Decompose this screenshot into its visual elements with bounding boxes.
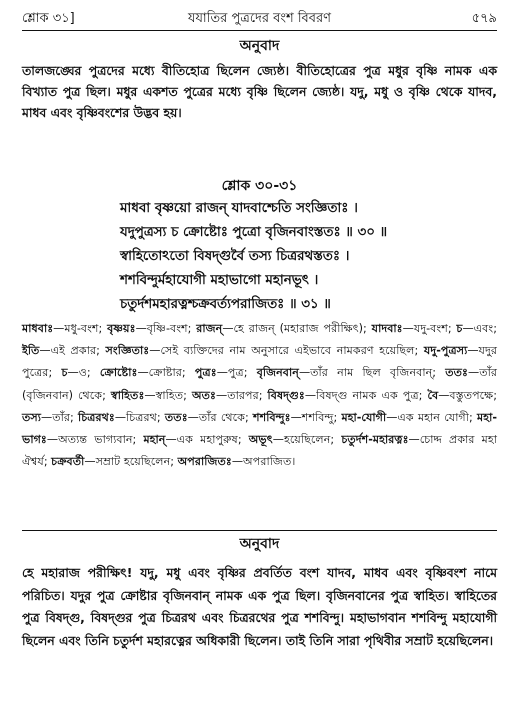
synonym-word: অতঃ — [191, 388, 216, 402]
synonym-meaning: সম্রাট হয়েছিলেন; — [95, 455, 175, 469]
synonym-meaning: এবং; — [473, 322, 497, 335]
synonym-meaning: এক মহাপুরুষ; — [176, 433, 242, 447]
translation-heading: অনুবাদ — [239, 38, 280, 54]
synonym-word: ততঃ — [164, 410, 188, 424]
synonym-word: তস্য — [22, 410, 42, 424]
synonym-word: শশবিন্দুঃ — [253, 410, 291, 424]
synonym-entry: রাজন্—হে রাজন্ (মহারাজ পরীক্ষিৎ); — [196, 322, 367, 335]
synonym-word: চতুর্দশ-মহারত্নঃ — [341, 433, 409, 447]
synonym-meaning: যদু-বংশ; — [413, 322, 452, 335]
synonym-entry: অতঃ—তারপর; — [191, 388, 263, 402]
synonym-entry: ক্রোষ্টোঃ—ক্রোষ্টার; — [99, 366, 186, 380]
synonym-meaning: চোদ্দ প্রকার মহা ঐশ্বর্য; — [22, 433, 498, 469]
verse-heading: শ্লোক ৩০-৩১ — [221, 178, 298, 194]
verse-line: চতুর্দশমহারত্নশ্চক্রবর্ত্যপরাজিতঃ ॥ ৩১ ॥ — [120, 297, 331, 312]
synonym-entry: যদু-পুত্রস্য—যদুর পুত্রের; — [22, 344, 498, 380]
synonym-meaning: তারপর; — [227, 388, 263, 402]
synonym-entry: মহান্—এক মহাপুরুষ; — [143, 433, 242, 447]
synonym-word: চ — [456, 322, 463, 335]
synonym-word: রাজন্ — [196, 322, 223, 335]
synonym-entry: ইতি—এই প্রকার; — [22, 344, 100, 358]
synonym-word: স্বাহিতঃ — [110, 388, 145, 402]
translation-heading: অনুবাদ — [239, 536, 280, 552]
synonym-meaning: হে রাজন্ (মহারাজ পরীক্ষিৎ); — [233, 322, 367, 335]
synonym-meaning: অপরাজিত। — [243, 455, 296, 469]
word-for-word-synonyms — [22, 318, 497, 473]
synonym-meaning: পুত্র; — [227, 366, 248, 380]
synonym-word: বৈ — [427, 388, 439, 402]
synonym-meaning: যদুর পুত্রের; — [22, 344, 498, 380]
verse-line: স্বাহিতোঽতো বিষদ্গুর্বৈ তস্য চিত্ররথস্ততঃ । — [120, 249, 350, 264]
synonym-entry: চ—ও; — [61, 366, 91, 380]
synonym-meaning: স্বাহিত; — [155, 388, 187, 402]
translation-paragraph: হে মহারাজ পরীক্ষিৎ! যদু, মধু এবং বৃষ্ণির প্রবর্তিত বংশ যাদব, মাধব এবং বৃষ্ণিবংশ নামে পরিচিত। যদুর পুত্র ক্রোষ্টার বৃজিনবান্ নামক এক পুত্র ছিল। বৃজিনবানের পুত্র স্বাহিত। স্বাহিতের পুত্র বিষদ্গু, বিষদ্গুর পুত্র চিত্ররথ এবং চিত্ররথের পুত্র শশবিন্দু। মহাভাগবান শশবিন্দু মহাযোগী ছিলেন এবং তিনি চতুর্দশ মহারত্নের অধিকারী ছিলেন। তাই তিনি সারা পৃথিবীর সম্রাট হয়েছিলেন। — [22, 565, 497, 648]
synonym-entry: মহা-ভাগঃ—অত্যন্ত ভাগ্যবান; — [22, 410, 497, 447]
synonym-word: বৃষ্ণয়ঃ — [107, 322, 136, 335]
synonym-entry: চতুর্দশ-মহারত্নঃ—চোদ্দ প্রকার মহা ঐশ্বর্য; — [22, 433, 498, 469]
synonym-word: চিত্ররথঃ — [78, 410, 115, 424]
synonym-meaning: তাঁর নাম ছিল বৃজিনবান্; — [310, 366, 437, 380]
synonym-entry: তস্য—তাঁর; — [22, 410, 74, 424]
synonym-meaning: অত্যন্ত ভাগ্যবান; — [58, 433, 137, 447]
synonym-meaning: সেই ব্যক্তিদের নাম অনুসারে এইভাবে নামকরণ হয়েছিল; — [160, 344, 419, 358]
synonym-entry: স্বাহিতঃ—স্বাহিত; — [110, 388, 187, 402]
synonym-entry: চক্রবর্তী—সম্রাট হয়েছিলেন; — [51, 455, 175, 469]
synonym-meaning: তাঁর; — [52, 410, 74, 424]
translation-paragraph: তালজঙ্ঘের পুত্রদের মধ্যে বীতিহোত্র ছিলেন জ্যেষ্ঠ। বীতিহোত্রের পুত্র মধুর বৃষ্ণি নামক এক বিখ্যাত পুত্র ছিল। মধুর একশত পুত্রের মধ্যে বৃষ্ণি ছিলেন জ্যেষ্ঠ। যদু, মধু ও বৃষ্ণি থেকে যাদব, মাধব এবং বৃষ্ণিবংশের উদ্ভব হয়। — [22, 63, 497, 120]
synonym-entry: যাদবাঃ—যদু-বংশ; — [371, 322, 452, 335]
synonym-meaning: ক্রোষ্টার; — [148, 366, 186, 380]
synonym-word: চক্রবর্তী — [51, 455, 85, 469]
synonym-entry: শশবিন্দুঃ—শশবিন্দু; — [253, 410, 338, 424]
page-number: ৫৭৯ — [471, 11, 497, 26]
synonym-meaning: এক মহান যোগী; — [397, 410, 473, 424]
synonym-meaning: তাঁর থেকে; — [198, 410, 249, 424]
synonym-word: বিষদ্গুঃ — [267, 388, 305, 402]
synonym-word: চ — [61, 366, 68, 380]
synonym-word: অভূৎ — [248, 433, 273, 447]
synonym-entry: সংজ্ঞিতাঃ—সেই ব্যক্তিদের নাম অনুসারে এইভাবে নামকরণ হয়েছিল; — [105, 344, 419, 358]
synonym-word: মহা-যোগী — [341, 410, 387, 424]
verse-line: যদুপুত্রস্য চ ক্রোষ্টোঃ পুত্রো বৃজিনবাংস্ততঃ ॥ ৩০ ॥ — [120, 225, 388, 240]
synonym-meaning: ও; — [78, 366, 91, 380]
verse-reference: শ্লোক ৩১] — [22, 11, 75, 26]
section-divider — [22, 530, 497, 531]
verse-text — [120, 197, 480, 317]
chapter-title: যযাতির পুত্রদের বংশ বিবরণ — [187, 11, 332, 26]
synonym-word: পুত্রঃ — [194, 366, 217, 380]
synonym-meaning: চিত্ররথ; — [126, 410, 161, 424]
synonym-entry: বিষদ্গুঃ—বিষদ্গু নামক এক পুত্র; — [267, 388, 423, 402]
synonym-entry: পুত্রঃ—পুত্র; — [194, 366, 248, 380]
synonym-entry: মাধবাঃ—মধু-বংশ; — [22, 322, 103, 335]
verse-line: শশবিন্দুর্মহাযোগী মহাভাগো মহানভূৎ । — [120, 273, 319, 288]
synonym-word: বৃজিনবান্ — [256, 366, 299, 380]
verse-line: মাধবা বৃষ্ণয়ো রাজন্ যাদবাশ্চেতি সংজ্ঞিতাঃ । — [120, 201, 358, 216]
synonym-word: সংজ্ঞিতাঃ — [105, 344, 150, 358]
synonym-entry: চিত্ররথঃ—চিত্ররথ; — [78, 410, 161, 424]
synonym-meaning: এই প্রকার; — [50, 344, 100, 358]
synonym-meaning: তাঁর (বৃজিনবান) থেকে; — [22, 366, 498, 402]
page-header — [22, 8, 497, 31]
synonym-entry: বৈ—বস্তুতপক্ষে; — [427, 388, 498, 402]
synonym-word: যদু-পুত্রস্য — [423, 344, 468, 358]
synonym-entry: ততঃ—তাঁর থেকে; — [164, 410, 249, 424]
synonym-word: মহা-ভাগঃ — [22, 410, 497, 447]
synonym-word: মহান্ — [143, 433, 166, 447]
synonym-entry: ততঃ—তাঁর (বৃজিনবান) থেকে; — [22, 366, 498, 402]
synonym-meaning: মধু-বংশ; — [64, 322, 103, 335]
synonym-word: ক্রোষ্টোঃ — [99, 366, 138, 380]
synonym-meaning: বস্তুতপক্ষে; — [449, 388, 498, 402]
synonym-meaning: বিষদ্গু নামক এক পুত্র; — [316, 388, 423, 402]
synonym-entry: অপরাজিতঃ—অপরাজিত। — [177, 455, 296, 469]
synonym-word: যাদবাঃ — [371, 322, 403, 335]
synonym-word: ততঃ — [445, 366, 469, 380]
synonym-word: ইতি — [22, 344, 40, 358]
synonym-entry: মহা-যোগী—এক মহান যোগী; — [341, 410, 473, 424]
synonym-meaning: বৃষ্ণি-বংশ; — [146, 322, 192, 335]
synonym-word: অপরাজিতঃ — [177, 455, 232, 469]
synonym-entry: অভূৎ—হয়েছিলেন; — [248, 433, 335, 447]
synonym-word: মাধবাঃ — [22, 322, 54, 335]
synonym-entry: বৃষ্ণয়ঃ—বৃষ্ণি-বংশ; — [107, 322, 192, 335]
synonym-entry: চ—এবং; — [456, 322, 497, 335]
synonym-meaning: শশবিন্দু; — [301, 410, 338, 424]
synonym-entry: বৃজিনবান্—তাঁর নাম ছিল বৃজিনবান্; — [256, 366, 437, 380]
synonym-meaning: হয়েছিলেন; — [283, 433, 335, 447]
